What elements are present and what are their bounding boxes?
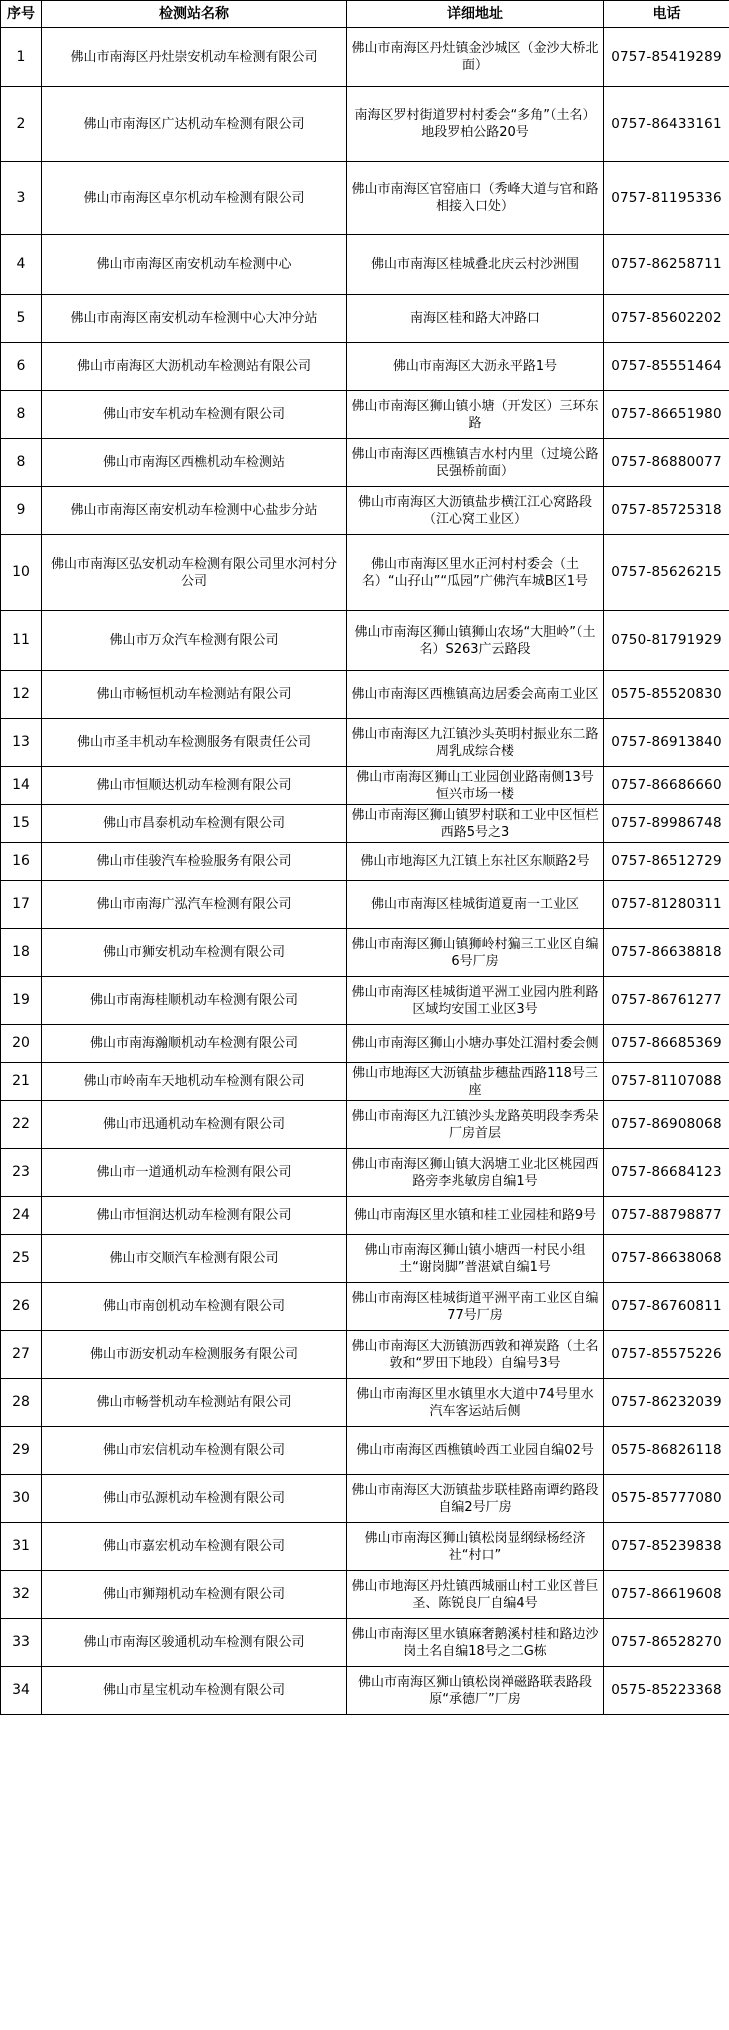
table-row (1, 1235, 729, 1283)
phone-cell: 0757-85551464 (604, 343, 729, 391)
row-number-cell: 20 (1, 1025, 42, 1063)
address-cell: 佛山市南海区九江镇沙头龙路英明段李秀朵厂房首层 (347, 1101, 604, 1149)
table-row (1, 1331, 729, 1379)
table-row (1, 391, 729, 439)
phone-cell: 0757-86638818 (604, 929, 729, 977)
table-row (1, 1427, 729, 1475)
row-number-cell: 30 (1, 1475, 42, 1523)
station-name-cell: 佛山市南海区卓尔机动车检测有限公司 (42, 162, 347, 235)
address-cell: 佛山市南海区桂城叠北庆云村沙洲围 (347, 235, 604, 295)
table-row (1, 1025, 729, 1063)
header-no: 序号 (1, 1, 42, 28)
address-cell: 佛山市南海区狮山镇松岗显纲绿杨经济社“村口” (347, 1523, 604, 1571)
phone-cell: 0757-86686660 (604, 767, 729, 805)
table-row (1, 671, 729, 719)
address-cell: 佛山市地海区丹灶镇西城丽山村工业区普巨圣、陈锐良厂自编4号 (347, 1571, 604, 1619)
row-number-cell: 15 (1, 805, 42, 843)
phone-cell: 0757-85626215 (604, 535, 729, 611)
station-name-cell: 佛山市嘉宏机动车检测有限公司 (42, 1523, 347, 1571)
row-number-cell: 31 (1, 1523, 42, 1571)
phone-cell: 0757-81280311 (604, 881, 729, 929)
phone-cell: 0575-85520830 (604, 671, 729, 719)
row-number-cell: 9 (1, 487, 42, 535)
station-name-cell: 佛山市安车机动车检测有限公司 (42, 391, 347, 439)
address-cell: 佛山市南海区狮山镇狮岭村猵三工业区自编6号厂房 (347, 929, 604, 977)
table-row (1, 343, 729, 391)
table-row (1, 1101, 729, 1149)
address-cell: 佛山市南海区狮山镇罗村联和工业中区恒栏西路5号之3 (347, 805, 604, 843)
address-cell: 佛山市南海区大沥镇盐步横江江心窝路段（江心窝工业区） (347, 487, 604, 535)
phone-cell: 0757-86619608 (604, 1571, 729, 1619)
table-row (1, 929, 729, 977)
station-name-cell: 佛山市弘源机动车检测有限公司 (42, 1475, 347, 1523)
address-cell: 佛山市南海区狮山镇小塘（开发区）三环东路 (347, 391, 604, 439)
phone-cell: 0575-86826118 (604, 1427, 729, 1475)
station-name-cell: 佛山市恒润达机动车检测有限公司 (42, 1197, 347, 1235)
row-number-cell: 11 (1, 611, 42, 671)
station-name-cell: 佛山市狮安机动车检测有限公司 (42, 929, 347, 977)
row-number-cell: 1 (1, 28, 42, 87)
address-cell: 佛山市南海区丹灶镇金沙城区（金沙大桥北面） (347, 28, 604, 87)
phone-cell: 0575-85777080 (604, 1475, 729, 1523)
station-name-cell: 佛山市南海区大沥机动车检测站有限公司 (42, 343, 347, 391)
station-name-cell: 佛山市南海桂顺机动车检测有限公司 (42, 977, 347, 1025)
address-cell: 佛山市南海区狮山工业园创业路南侧13号恒兴市场一楼 (347, 767, 604, 805)
row-number-cell: 23 (1, 1149, 42, 1197)
phone-cell: 0757-89986748 (604, 805, 729, 843)
station-name-cell: 佛山市万众汽车检测有限公司 (42, 611, 347, 671)
row-number-cell: 24 (1, 1197, 42, 1235)
row-number-cell: 6 (1, 343, 42, 391)
station-name-cell: 佛山市南海广泓汽车检测有限公司 (42, 881, 347, 929)
row-number-cell: 17 (1, 881, 42, 929)
address-cell: 佛山市南海区大沥镇沥西敦和禅炭路（土名敦和“罗田下地段）自编号3号 (347, 1331, 604, 1379)
station-name-cell: 佛山市沥安机动车检测服务有限公司 (42, 1331, 347, 1379)
address-cell: 南海区桂和路大冲路口 (347, 295, 604, 343)
address-cell: 佛山市南海区狮山镇小塘西一村民小组土“谢岗脚”普湛斌自编1号 (347, 1235, 604, 1283)
table-row (1, 1197, 729, 1235)
station-name-cell: 佛山市南海区骏通机动车检测有限公司 (42, 1619, 347, 1667)
phone-cell: 0757-86232039 (604, 1379, 729, 1427)
table-row (1, 1149, 729, 1197)
table-row (1, 1571, 729, 1619)
address-cell: 佛山市南海区狮山镇狮山农场“大胆岭”（土名）S263广云路段 (347, 611, 604, 671)
table-row (1, 843, 729, 881)
station-name-cell: 佛山市宏信机动车检测有限公司 (42, 1427, 347, 1475)
row-number-cell: 14 (1, 767, 42, 805)
station-name-cell: 佛山市南海区西樵机动车检测站 (42, 439, 347, 487)
address-cell: 佛山市南海区大沥永平路1号 (347, 343, 604, 391)
station-name-cell: 佛山市恒顺达机动车检测有限公司 (42, 767, 347, 805)
station-name-cell: 佛山市南海区丹灶崇安机动车检测有限公司 (42, 28, 347, 87)
station-name-cell: 佛山市一道通机动车检测有限公司 (42, 1149, 347, 1197)
row-number-cell: 33 (1, 1619, 42, 1667)
row-number-cell: 5 (1, 295, 42, 343)
table-row (1, 439, 729, 487)
row-number-cell: 8 (1, 391, 42, 439)
table-row (1, 1523, 729, 1571)
station-name-cell: 佛山市南创机动车检测有限公司 (42, 1283, 347, 1331)
table-row (1, 719, 729, 767)
station-name-cell: 佛山市南海瀚顺机动车检测有限公司 (42, 1025, 347, 1063)
address-cell: 佛山市南海区里水镇和桂工业园桂和路9号 (347, 1197, 604, 1235)
table-row (1, 1667, 729, 1715)
address-cell: 佛山市地海区大沥镇盐步穗盐西路118号三座 (347, 1063, 604, 1101)
address-cell: 佛山市南海区桂城街道平洲工业园内胜利路区域均安国工业区3号 (347, 977, 604, 1025)
station-name-cell: 佛山市狮翔机动车检测有限公司 (42, 1571, 347, 1619)
row-number-cell: 19 (1, 977, 42, 1025)
table-row (1, 1475, 729, 1523)
station-name-cell: 佛山市佳骏汽车检验服务有限公司 (42, 843, 347, 881)
table-row (1, 1283, 729, 1331)
phone-cell: 0757-86908068 (604, 1101, 729, 1149)
header-address: 详细地址 (347, 1, 604, 28)
station-name-cell: 佛山市岭南车天地机动车检测有限公司 (42, 1063, 347, 1101)
table-row (1, 295, 729, 343)
station-name-cell: 佛山市南海区广达机动车检测有限公司 (42, 87, 347, 162)
address-cell: 佛山市南海区桂城街道夏南一工业区 (347, 881, 604, 929)
address-cell: 南海区罗村街道罗村村委会“多角”（土名）地段罗柏公路20号 (347, 87, 604, 162)
table-header-row (1, 1, 729, 28)
address-cell: 佛山市地海区九江镇上东社区东顺路2号 (347, 843, 604, 881)
address-cell: 佛山市南海区九江镇沙头英明村振业东二路周乳成综合楼 (347, 719, 604, 767)
address-cell: 佛山市南海区西樵镇吉水村内里（过境公路民强桥前面） (347, 439, 604, 487)
address-cell: 佛山市南海区西樵镇高边居委会高南工业区 (347, 671, 604, 719)
address-cell: 佛山市南海区里水正河村村委会（土名）“山孖山”“瓜园”广佛汽车城B区1号 (347, 535, 604, 611)
row-number-cell: 8 (1, 439, 42, 487)
row-number-cell: 12 (1, 671, 42, 719)
address-cell: 佛山市南海区官窑庙口（秀峰大道与官和路相接入口处） (347, 162, 604, 235)
row-number-cell: 13 (1, 719, 42, 767)
station-name-cell: 佛山市圣丰机动车检测服务有限责任公司 (42, 719, 347, 767)
row-number-cell: 28 (1, 1379, 42, 1427)
table-row (1, 1619, 729, 1667)
table-row (1, 235, 729, 295)
table-row (1, 535, 729, 611)
table-row (1, 977, 729, 1025)
row-number-cell: 18 (1, 929, 42, 977)
table-row (1, 487, 729, 535)
phone-cell: 0757-85575226 (604, 1331, 729, 1379)
row-number-cell: 10 (1, 535, 42, 611)
row-number-cell: 3 (1, 162, 42, 235)
table-row (1, 28, 729, 87)
phone-cell: 0757-85725318 (604, 487, 729, 535)
address-cell: 佛山市南海区里水镇麻奢鹅溪村桂和路边沙岗土名自编18号之二G栋 (347, 1619, 604, 1667)
phone-cell: 0757-81195336 (604, 162, 729, 235)
phone-cell: 0757-86760811 (604, 1283, 729, 1331)
station-name-cell: 佛山市南海区弘安机动车检测有限公司里水河村分公司 (42, 535, 347, 611)
address-cell: 佛山市南海区狮山镇大涡塘工业北区桃园西路旁李兆敏房自编1号 (347, 1149, 604, 1197)
phone-cell: 0757-85239838 (604, 1523, 729, 1571)
phone-cell: 0757-86512729 (604, 843, 729, 881)
address-cell: 佛山市南海区西樵镇岭西工业园自编02号 (347, 1427, 604, 1475)
phone-cell: 0757-86685369 (604, 1025, 729, 1063)
phone-cell: 0757-86761277 (604, 977, 729, 1025)
phone-cell: 0757-86638068 (604, 1235, 729, 1283)
row-number-cell: 4 (1, 235, 42, 295)
phone-cell: 0757-86528270 (604, 1619, 729, 1667)
header-phone: 电话 (604, 1, 729, 28)
phone-cell: 0757-85602202 (604, 295, 729, 343)
address-cell: 佛山市南海区里水镇里水大道中74号里水汽车客运站后侧 (347, 1379, 604, 1427)
row-number-cell: 21 (1, 1063, 42, 1101)
row-number-cell: 34 (1, 1667, 42, 1715)
row-number-cell: 32 (1, 1571, 42, 1619)
station-name-cell: 佛山市迅通机动车检测有限公司 (42, 1101, 347, 1149)
station-name-cell: 佛山市交顺汽车检测有限公司 (42, 1235, 347, 1283)
address-cell: 佛山市南海区狮山镇松岗禅磁路联表路段原“承德厂”厂房 (347, 1667, 604, 1715)
table-row (1, 805, 729, 843)
phone-cell: 0757-88798877 (604, 1197, 729, 1235)
station-name-cell: 佛山市南海区南安机动车检测中心大冲分站 (42, 295, 347, 343)
station-name-cell: 佛山市星宝机动车检测有限公司 (42, 1667, 347, 1715)
row-number-cell: 29 (1, 1427, 42, 1475)
row-number-cell: 22 (1, 1101, 42, 1149)
phone-cell: 0757-86684123 (604, 1149, 729, 1197)
header-station-name: 检测站名称 (42, 1, 347, 28)
table-body (1, 28, 729, 1715)
address-cell: 佛山市南海区桂城街道平洲平南工业区自编77号厂房 (347, 1283, 604, 1331)
address-cell: 佛山市南海区大沥镇盐步联桂路南谭约路段自编2号厂房 (347, 1475, 604, 1523)
phone-cell: 0757-85419289 (604, 28, 729, 87)
station-name-cell: 佛山市南海区南安机动车检测中心盐步分站 (42, 487, 347, 535)
phone-cell: 0757-86880077 (604, 439, 729, 487)
table-row (1, 611, 729, 671)
phone-cell: 0750-81791929 (604, 611, 729, 671)
table-row (1, 162, 729, 235)
phone-cell: 0757-86433161 (604, 87, 729, 162)
table-row (1, 87, 729, 162)
table-row (1, 881, 729, 929)
station-name-cell: 佛山市昌泰机动车检测有限公司 (42, 805, 347, 843)
row-number-cell: 16 (1, 843, 42, 881)
row-number-cell: 26 (1, 1283, 42, 1331)
station-name-cell: 佛山市南海区南安机动车检测中心 (42, 235, 347, 295)
table-row (1, 1063, 729, 1101)
phone-cell: 0757-86913840 (604, 719, 729, 767)
station-name-cell: 佛山市畅誉机动车检测站有限公司 (42, 1379, 347, 1427)
table-row (1, 767, 729, 805)
row-number-cell: 25 (1, 1235, 42, 1283)
row-number-cell: 27 (1, 1331, 42, 1379)
phone-cell: 0575-85223368 (604, 1667, 729, 1715)
address-cell: 佛山市南海区狮山小塘办事处江湄村委会侧 (347, 1025, 604, 1063)
station-name-cell: 佛山市畅恒机动车检测站有限公司 (42, 671, 347, 719)
row-number-cell: 2 (1, 87, 42, 162)
phone-cell: 0757-86651980 (604, 391, 729, 439)
phone-cell: 0757-86258711 (604, 235, 729, 295)
phone-cell: 0757-81107088 (604, 1063, 729, 1101)
table-row (1, 1379, 729, 1427)
